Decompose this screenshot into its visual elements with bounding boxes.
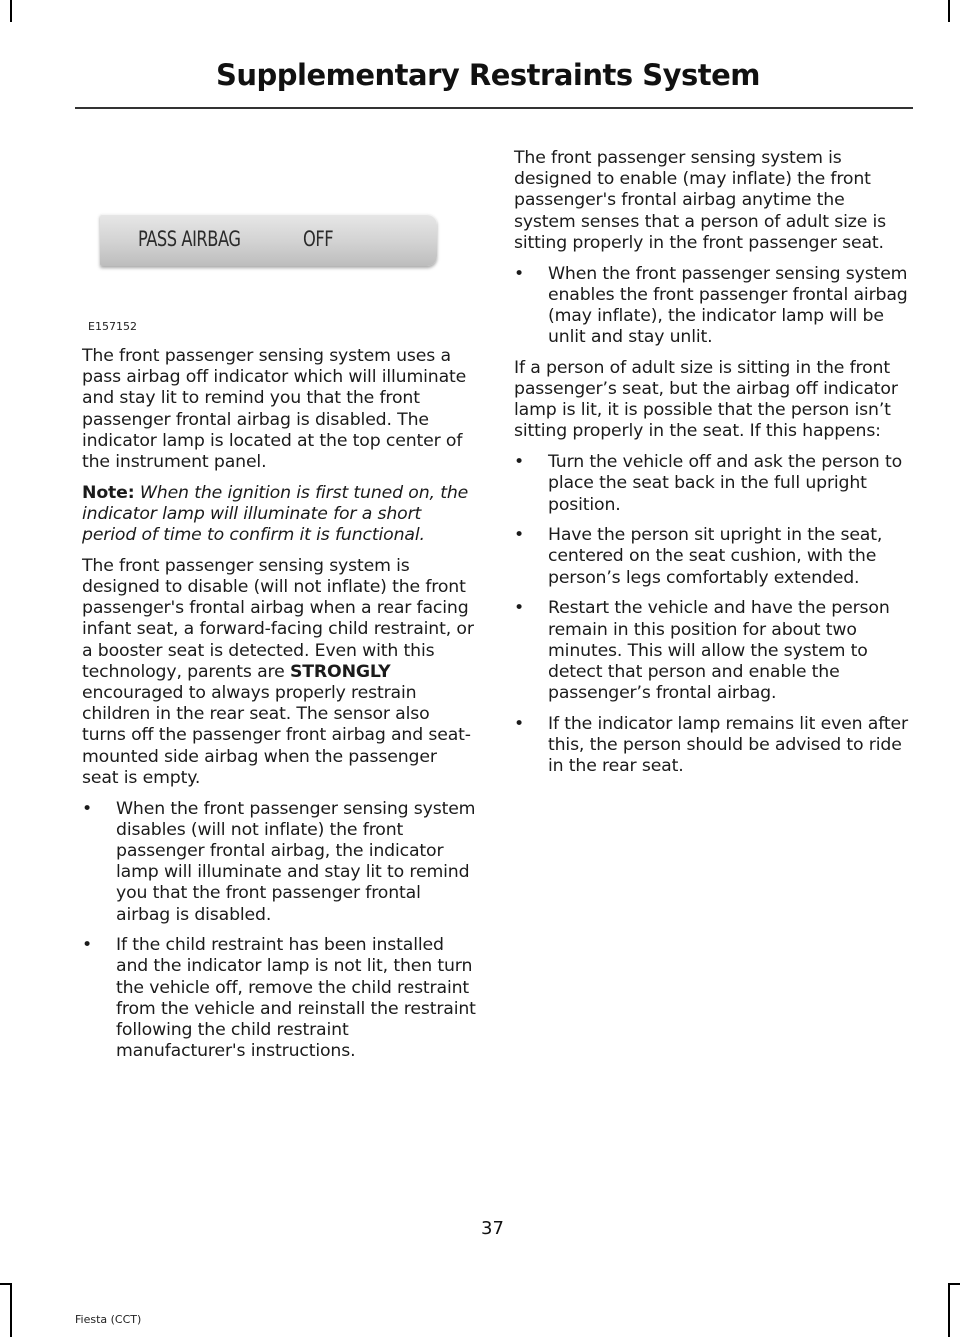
paragraph-text: encouraged to always properly restrain children in the rear seat. The sensor also turns off the passenger front airbag and seat-mounted side airbag when the passenger seat is empty.	[82, 683, 471, 788]
paragraph-text: The front passenger sensing system is designed to disable (will not inflate) the front passenger's frontal airbag when a rear facing infant seat, a forward-facing child restraint, or a booster seat is detected. Even with this technology, parents are	[82, 555, 474, 682]
list-item-text: When the front passenger sensing system enables the front passenger frontal airbag (may inflate), the indicator lamp will be unlit and stay unlit.	[548, 263, 908, 348]
crop-mark-top-right	[948, 0, 950, 22]
indicator-label-pass-airbag: PASS AIRBAG	[138, 227, 241, 251]
paragraph: The front passenger sensing system is designed to enable (may inflate) the front passenger's frontal airbag anytime the system senses that a person of adult size is sitting properly in the front passenger seat.	[514, 148, 887, 253]
list-item	[82, 935, 477, 1062]
figure-id: E157152	[88, 320, 137, 333]
bullet-icon: •	[82, 935, 93, 956]
bullet-icon: •	[514, 452, 525, 473]
crop-mark-bottom-left-h	[0, 1283, 12, 1285]
emphasis-strongly: STRONGLY	[289, 661, 391, 682]
note-label: Note:	[82, 482, 135, 503]
list-item-text: Turn the vehicle off and ask the person to place the seat back in the full upright position.	[548, 452, 902, 515]
pass-airbag-off-indicator-image	[100, 214, 437, 266]
list-item	[82, 799, 477, 926]
paragraph	[82, 556, 477, 789]
list-item	[514, 525, 910, 589]
list-item	[514, 452, 910, 516]
list-item-text: If the child restraint has been installed and the indicator lamp is not lit, then turn the vehicle off, remove the child restraint from the vehicle and reinstall the restraint following the child restraint manufacturer's instructions.	[116, 935, 476, 1062]
list-item	[514, 714, 910, 778]
crop-mark-bottom-right-h	[948, 1283, 960, 1285]
list-item-text: If the indicator lamp remains lit even after this, the person should be advised to ride in the rear seat.	[548, 713, 908, 777]
header-rule	[75, 107, 913, 109]
crop-mark-bottom-left	[10, 1283, 12, 1337]
bullet-icon: •	[514, 598, 525, 619]
note	[82, 483, 477, 547]
footer-model: Fiesta (CCT)	[75, 1313, 142, 1326]
left-column	[82, 346, 477, 1072]
paragraph: The front passenger sensing system uses a pass airbag off indicator which will illuminate and stay lit to remind you that the front passenger frontal airbag is disabled. The indicator lamp is located at the top center of the instrument panel.	[82, 346, 467, 473]
list-item	[514, 264, 910, 349]
paragraph: If a person of adult size is sitting in the front passenger’s seat, but the airbag off indicator lamp is lit, it is possible that the person isn’t sitting properly in the seat. If this happens:	[514, 357, 898, 442]
page-title: Supplementary Restraints System	[215, 58, 760, 92]
list-item-text: When the front passenger sensing system disables (will not inflate) the front passenger frontal airbag, the indicator lamp will illuminate and stay lit to remind you that the front passenger frontal airbag is disabled.	[116, 798, 476, 925]
right-column	[514, 148, 910, 787]
page-number: 37	[481, 1218, 504, 1239]
crop-mark-top-left	[10, 0, 12, 22]
bullet-icon: •	[514, 713, 525, 734]
list-item-text: Have the person sit upright in the seat, centered on the seat cushion, with the person’s legs comfortably extended.	[548, 525, 883, 588]
list-item-text: Restart the vehicle and have the person remain in this position for about two minutes. This will allow the system to detect that person and enable the passenger’s frontal airbag.	[548, 598, 890, 704]
bullet-icon: •	[514, 525, 525, 546]
crop-mark-bottom-right	[948, 1283, 950, 1337]
bullet-icon: •	[514, 263, 525, 284]
bullet-icon: •	[82, 798, 93, 819]
indicator-label-off: OFF	[303, 227, 334, 251]
list-item	[514, 598, 910, 704]
note-body: When the ignition is first tuned on, the indicator lamp will illuminate for a short period of time to confirm it is functional.	[82, 482, 469, 546]
